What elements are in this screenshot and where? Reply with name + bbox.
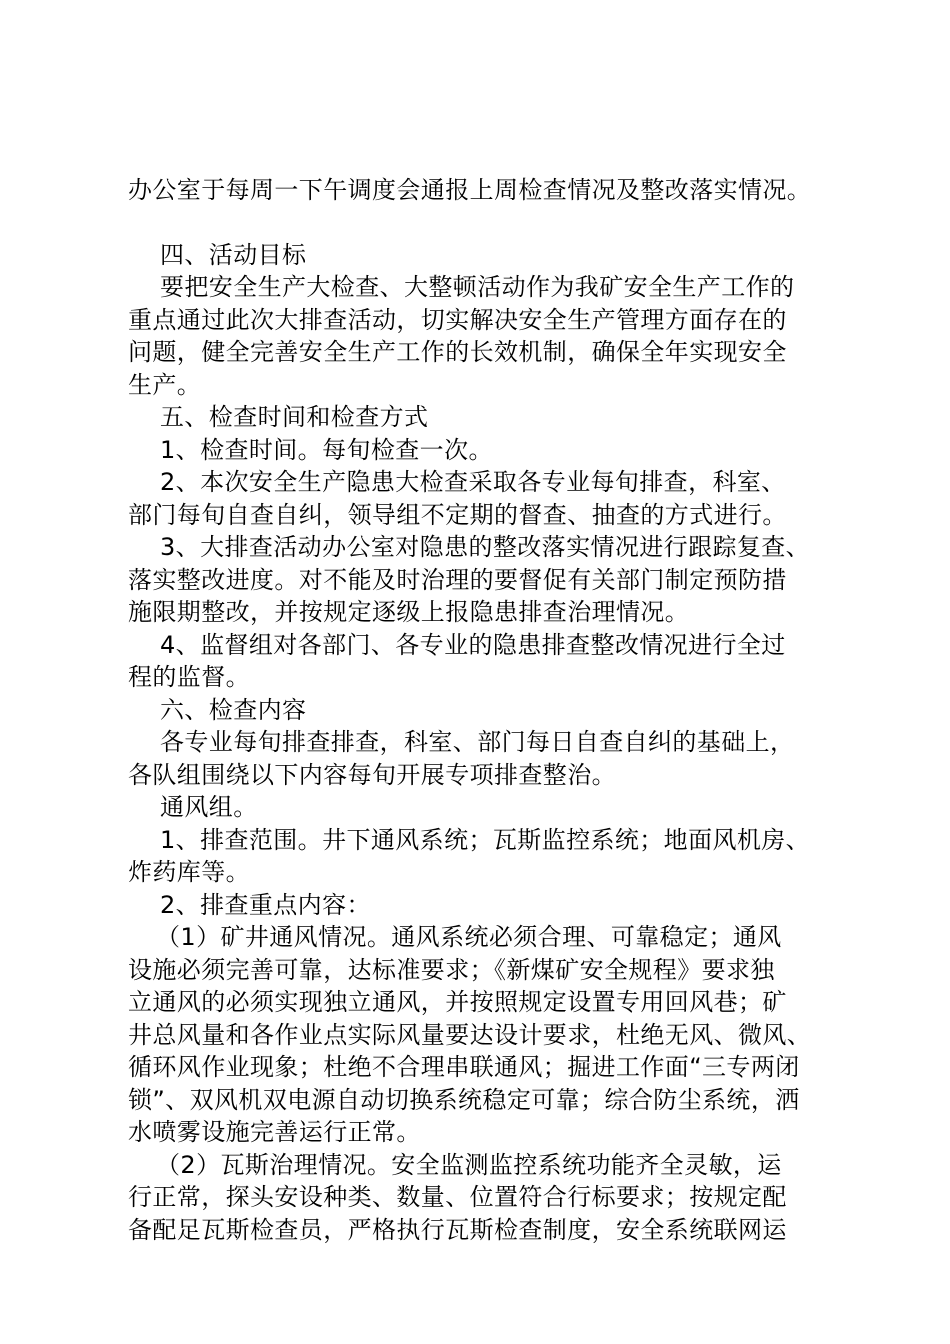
paragraph-line: 办公室于每周一下午调度会通报上周检查情况及整改落实情况。	[128, 176, 812, 204]
paragraph-line: 1、排查范围。井下通风系统；瓦斯监控系统；地面风机房、	[160, 825, 811, 854]
paragraph-line: 炸药库等。	[128, 858, 250, 886]
paragraph-line: 要把安全生产大检查、大整顿活动作为我矿安全生产工作的	[160, 273, 795, 301]
paragraph-line: 各专业每旬排查排查，科室、部门每日自查自纠的基础上，	[160, 728, 795, 756]
subsection-heading: 通风组。	[160, 793, 258, 821]
paragraph-spacer	[128, 207, 833, 239]
paragraph-line: 设施必须完善可靠，达标准要求；《新煤矿安全规程》要求独	[128, 955, 775, 984]
paragraph-line: 施限期整改，并按规定逐级上报隐患排查治理情况。	[128, 598, 690, 626]
paragraph-line: 4、监督组对各部门、各专业的隐患排查整改情况进行全过	[160, 630, 786, 659]
paragraph-line: 各队组围绕以下内容每旬开展专项排查整治。	[128, 760, 616, 789]
paragraph-line: 循环风作业现象；杜绝不合理串联通风；掘进工作面“三专两闭	[128, 1053, 800, 1081]
paragraph-line: 程的监督。	[128, 663, 250, 691]
paragraph-line: 重点通过此次大排查活动，切实解决安全生产管理方面存在的	[128, 305, 787, 334]
paragraph-line: 井总风量和各作业点实际风量要达设计要求，杜绝无风、微风、	[128, 1020, 812, 1049]
paragraph-line: 生产。	[128, 370, 202, 399]
paragraph-line: 行正常，探头安设种类、数量、位置符合行标要求；按规定配	[128, 1183, 787, 1211]
paragraph-line: 立通风的必须实现独立通风，并按照规定设置专用回风巷；矿	[128, 988, 787, 1016]
paragraph-line: 锁”、双风机双电源自动切换系统稳定可靠；综合防尘系统，洒	[128, 1085, 800, 1114]
paragraph-line: （1）矿井通风情况。通风系统必须合理、可靠稳定；通风	[156, 923, 782, 951]
paragraph-line: 3、大排查活动办公室对隐患的整改落实情况进行跟踪复查、	[160, 533, 811, 561]
paragraph-line: 部门每旬自查自纠，领导组不定期的督查、抽查的方式进行。	[128, 500, 787, 529]
paragraph-line: 备配足瓦斯检查员，严格执行瓦斯检查制度，安全系统联网运	[128, 1215, 787, 1244]
section-heading: 四、活动目标	[160, 240, 307, 269]
section-heading: 五、检查时间和检查方式	[160, 403, 429, 431]
paragraph-line: 2、排查重点内容：	[160, 890, 371, 919]
document-body	[128, 174, 833, 1246]
paragraph-line: 问题，健全完善安全生产工作的长效机制，确保全年实现安全	[128, 338, 787, 366]
paragraph-line: 2、本次安全生产隐患大检查采取各专业每旬排查，科室、	[160, 468, 786, 496]
paragraph-line: 水喷雾设施完善运行正常。	[128, 1118, 421, 1146]
paragraph-line: 落实整改进度。对不能及时治理的要督促有关部门制定预防措	[128, 565, 787, 594]
section-heading: 六、检查内容	[160, 695, 307, 724]
paragraph-line: 1、检查时间。每旬检查一次。	[160, 435, 493, 464]
paragraph-line: （2）瓦斯治理情况。安全监测监控系统功能齐全灵敏，运	[156, 1150, 782, 1179]
